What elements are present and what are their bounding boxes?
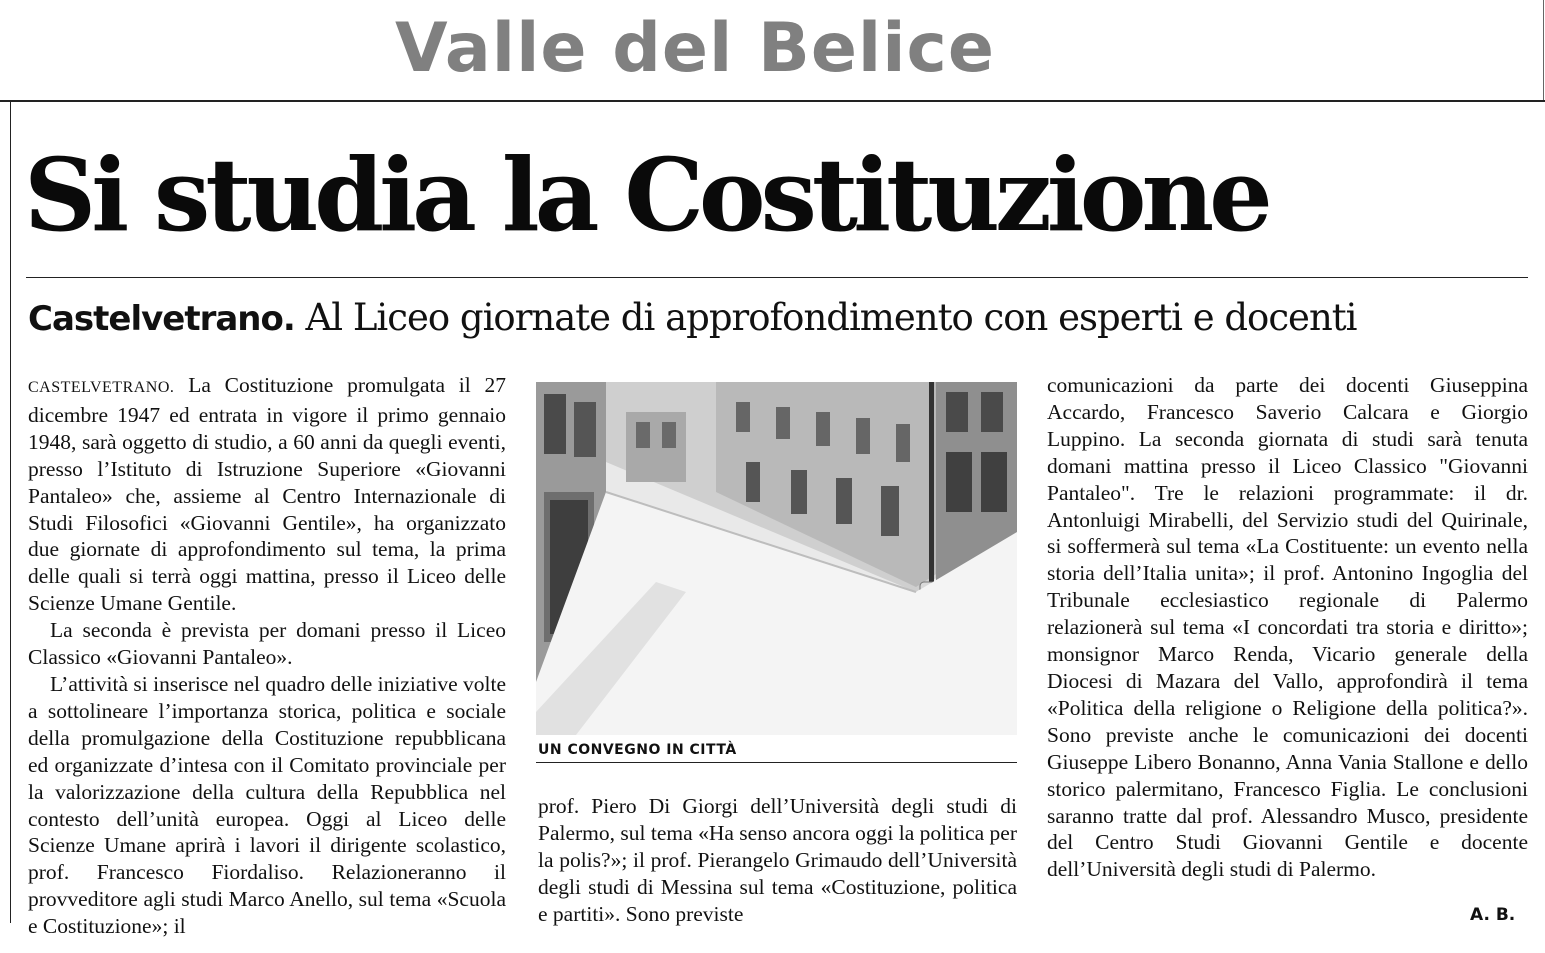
article-paragraph-3: L’attività si inserisce nel quadro delle iniziative volte a sottolineare l’importanza storica, politica e sociale della promulgazione della Costituzione repubblicana ed organizzate d’intesa con il Comitato provinciale per la valorizzazione della cultura della Repubblica nel contesto dell’unità europea. Oggi al Liceo delle Scienze Umane aprirà i lavori il dirigente scolastico, prof. Francesco Fiordaliso. Relazioneranno il provveditore agli studi Marco Anello, sul tema «Scuola e Costituzione»; il: [28, 671, 506, 939]
article-column-1: [28, 372, 506, 940]
top-rule: [0, 100, 1545, 102]
byline: A. B.: [1470, 905, 1516, 925]
headline: Si studia la Costituzione: [24, 136, 1268, 254]
paragraph-1-text: La Costituzione promulgata il 27 dicembre 1947 ed entrata in vigore il primo gennaio 1948, sarà oggetto di studio, a 60 anni da quegli eventi, presso l’Istituto di Istruzione Superiore «Giovanni Pantaleo» che, assieme al Centro Internazionale di Studi Filosofici «Giovanni Gentile», ha organizzato due giornate di approfondimento sul tema, la prima delle quali si terrà oggi mattina, presso il Liceo delle Scienze Umane Gentile.: [28, 373, 507, 616]
section-title: Valle del Belice: [395, 9, 995, 88]
article-column-2: [538, 793, 1017, 928]
article-paragraph-2: La seconda è prevista per domani presso il Liceo Classico «Giovanni Pantaleo».: [28, 618, 506, 670]
subhead-place: Castelvetrano.: [28, 299, 295, 339]
article-paragraph-1: [28, 372, 506, 617]
caption-rule: [536, 762, 1017, 763]
photo-caption: UN CONVEGNO IN CITTÀ: [538, 742, 737, 758]
column-2-text: prof. Piero Di Giorgi dell’Università degli studi di Palermo, sul tema «Ha senso ancora oggi la politica per la polis?»; il prof. Pierangelo Grimaudo dell’Università degli studi di Messina sul tema «Costituzione, politica e partiti». Sono previste: [538, 794, 1017, 926]
column-3-text: comunicazioni da parte dei docenti Giuseppina Accardo, Francesco Saverio Calcara e Giorgio Luppino. La seconda giornata di studi sarà tenuta domani mattina presso il Liceo Classico "Giovanni Pantaleo". Tre le relazioni programmate: il dr. Antonluigi Mirabelli, del Servizio studi del Quirinale, si soffermerà sul tema «La Costituente: un evento nella storia dell’Italia unita»; il prof. Antonino Ingoglia del Tribunale ecclesiastico regionale di Palermo relazionerà sul tema «I concordati tra storia e diritto»; monsignor Marco Renda, Vicario generale della Diocesi di Mazara del Vallo, approfondirà il tema «Politica della religione o Religione della politica?». Sono previste anche le comunicazioni dei docenti Giuseppe Libero Bonanno, Anna Vania Stallone e dello storico palermitano, Francesco Figlia. Le conclusioni saranno tratte dal prof. Alessandro Musco, presidente del Centro Studi Giovanni Gentile e docente dell’Università degli studi di Palermo.: [1047, 373, 1528, 882]
subhead-text: Al Liceo giornate di approfondimento con esperti e docenti: [305, 296, 1357, 339]
dateline: CASTELVETRANO.: [28, 379, 175, 396]
article-column-3: [1047, 372, 1528, 883]
left-column-rule: [10, 100, 11, 923]
right-edge-rule: [1543, 0, 1544, 100]
subhead: [28, 290, 1356, 347]
news-photo: [536, 382, 1017, 735]
headline-rule: [26, 277, 1528, 278]
